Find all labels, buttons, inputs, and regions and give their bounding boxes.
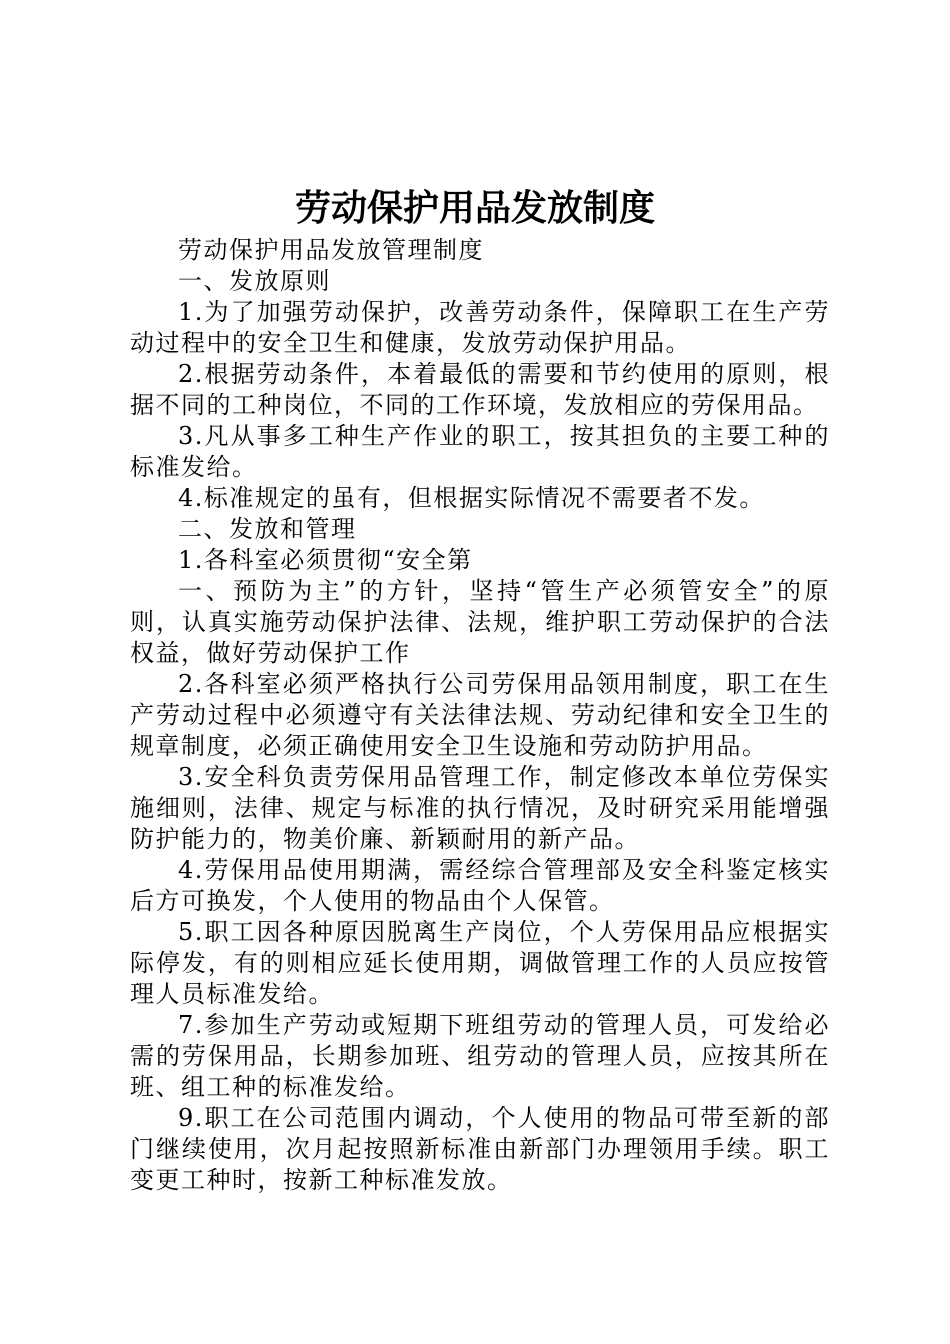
paragraph: 一、发放原则 (178, 267, 331, 295)
paragraph: 劳动保护用品发放管理制度 (178, 236, 484, 264)
paragraph: 4.劳保用品使用期满，需经综合管理部及安全科鉴定核实后方可换发，个人使用的物品由个人保管。 (130, 856, 830, 915)
paragraph: 2.各科室必须严格执行公司劳保用品领用制度，职工在生产劳动过程中必须遵守有关法律法规、劳动纪律和安全卫生的规章制度，必须正确使用安全卫生设施和劳动防护用品。 (130, 670, 830, 760)
paragraph: 3.凡从事多工种生产作业的职工，按其担负的主要工种的标准发给。 (130, 422, 830, 481)
paragraph: 二、发放和管理 (178, 515, 357, 543)
paragraph: 4.标准规定的虽有，但根据实际情况不需要者不发。 (178, 484, 765, 512)
paragraph: 9.职工在公司范围内调动，个人使用的物品可带至新的部门继续使用，次月起按照新标准由新部门办理领用手续。职工变更工种时，按新工种标准发放。 (130, 1104, 830, 1194)
paragraph: 5.职工因各种原因脱离生产岗位，个人劳保用品应根据实际停发，有的则相应延长使用期，调做管理工作的人员应按管理人员标准发给。 (130, 918, 830, 1008)
paragraph: 7.参加生产劳动或短期下班组劳动的管理人员，可发给必需的劳保用品，长期参加班、组劳动的管理人员，应按其所在班、组工种的标准发给。 (130, 1011, 830, 1101)
paragraph: 1.为了加强劳动保护，改善劳动条件，保障职工在生产劳动过程中的安全卫生和健康，发放劳动保护用品。 (130, 298, 830, 357)
paragraph: 3.安全科负责劳保用品管理工作，制定修改本单位劳保实施细则，法律、规定与标准的执行情况，及时研究采用能增强防护能力的，物美价廉、新颖耐用的新产品。 (130, 763, 830, 853)
document-title: 劳动保护用品发放制度 (294, 187, 655, 229)
paragraph: 1.各科室必须贯彻“安全第 (178, 546, 473, 574)
paragraph: 一、预防为主”的方针，坚持“管生产必须管安全”的原则，认真实施劳动保护法律、法规，维护职工劳动保护的合法权益，做好劳动保护工作 (130, 577, 830, 667)
paragraph: 2.根据劳动条件，本着最低的需要和节约使用的原则，根据不同的工种岗位，不同的工作环境，发放相应的劳保用品。 (130, 360, 830, 419)
document-body (130, 235, 830, 1196)
